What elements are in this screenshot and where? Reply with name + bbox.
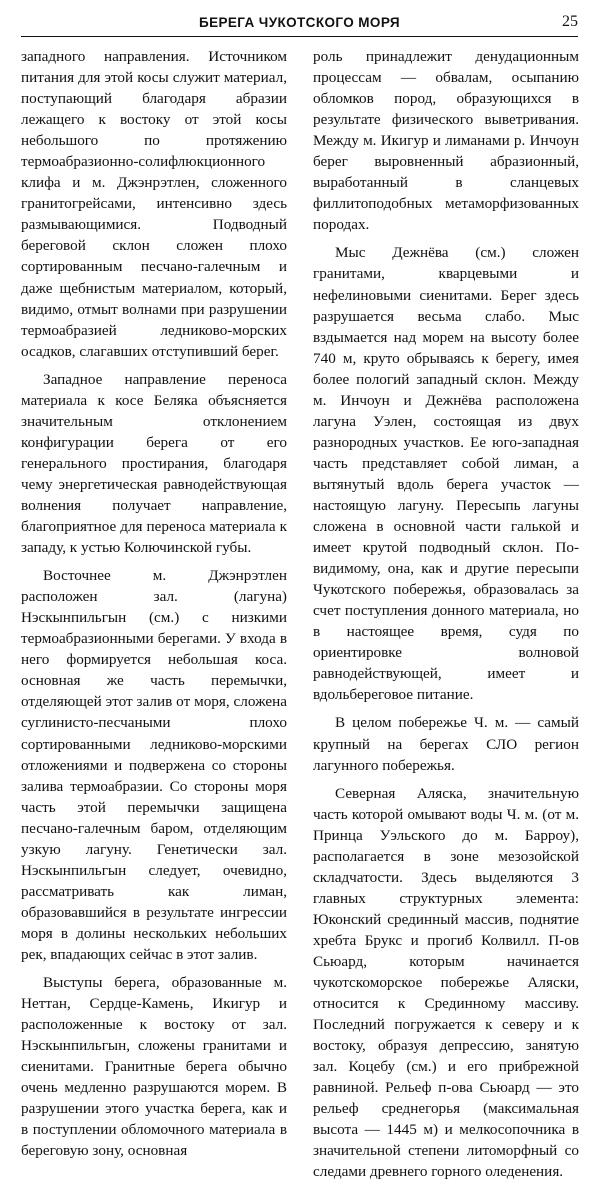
- left-column: [21, 46, 287, 1161]
- page-number: 25: [562, 13, 578, 30]
- paragraph: Выступы берега, образованные м. Неттан, Сердце-Камень, Икигур и расположенные к востоку от зал. Нэскынпильгын, сложены гранитами и сиенитами. Гранитные берега обычно очень медленно разрушаются морем. В разрушении этого участка берега, как и в поступлении обломочного материала в береговую зону, основная: [21, 974, 287, 1160]
- paragraph: В целом побережье Ч. м. — самый крупный на берегах СЛО регион лагунного побережья.: [313, 714, 579, 774]
- right-column: [313, 46, 579, 1182]
- paragraph: Северная Аляска, значительную часть которой омывают воды Ч. м. (от м. Принца Уэльского до м. Барроу), располагается в зоне мезозойской складчатости. Здесь выделяются 3 главных структурных элемента: Юконский срединный массив, поднятие хребта Брукс и прогиб Колвилл. П-ов Сьюард, которым начинается чукотскоморское побережье Аляски, относится к Срединному массиву. Последний погружается к северу и к востоку, образуя депрессию, занятую зал. Коцебу (см.) и его прибрежной равниной. Рельеф п-ова Сьюард — это рельеф среднегорья (максимальная высота — 1445 м) и мелкосопочника в значительной степени литоморфный со следами древнего горного оледенения.: [313, 784, 579, 1181]
- paragraph: Мыс Дежнёва (см.) сложен гранитами, кварцевыми и нефелиновыми сиенитами. Берег здесь разрушается весьма слабо. Мыс вздымается над морем на высоту более 740 м, круто обрываясь к берегу, имея более пологий западный склон. Между м. Инчоун и Дежнёва расположена лагуна Уэлен, состоящая из двух разнородных участков. Ее юго-западная часть представляет собой лиман, а вытянутый вдоль берега участок — настоящую лагуну. Пересыпь лагуны сложена в основной части галькой и имеет крутой подводный склон. По-видимому, она, как и другие пересыпи Чукотского побережья, образовалась за счет поступления донного материала, но в настоящее время, судя по ориентировке волновой равнодействующей, имеет и вдольбереговое питание.: [313, 244, 579, 704]
- paragraph: Восточнее м. Джэнрэтлен расположен зал. (лагуна) Нэскынпильгын (см.) с низкими термоабразионными берегами. У входа в него формируется небольшая коса. основная же часть перемычки, отделяющей этот залив от моря, сложена суглинисто-песчаными плохо сортированными ледниково-морскими отложениями и подвержена со стороны залива термоабразии. Со стороны моря часть этой перемычки защищена песчано-галечным баром, отделяющим узкую лагуну. Генетически зал. Нэскынпильгын следует, очевидно, рассматривать как лиман, образовавшийся в результате ингрессии моря в долины нескольких небольших рек, впадающих сейчас в этот залив.: [21, 567, 287, 963]
- paragraph: роль принадлежит денудационным процессам — обвалам, осыпанию обломков пород, образующихся в результате физического выветривания. Между м. Икигур и лиманами р. Инчоун берег выровненный абразионный, выработанный в сланцевых филлитоподобных метаморфизованных породах.: [313, 48, 579, 234]
- running-header: [21, 13, 578, 35]
- running-title: БЕРЕГА ЧУКОТСКОГО МОРЯ: [198, 15, 401, 30]
- header-rule: [21, 36, 578, 37]
- paragraph: Западное направление переноса материала к косе Беляка объясняется значительным отклонением конфигурации берега от его генерального простирания, благодаря чему энергетическая равнодействующая волнения получает направление, благоприятное для переноса материала к западу, к устью Колючинской губы.: [21, 370, 287, 557]
- paragraph: западного направления. Источником питания для этой косы служит материал, поступающий благодаря абразии лежащего к востоку от этой косы небольшого по протяжению термоабразионно-солифлюкционного клифа и м. Джэнрэтлен, сложенного гранитогрейсами, интенсивно здесь размывающимися. Подводный береговой склон сложен плохо сортированным песчано-галечным и даже щебнистым материалом, который, видимо, отмыт волнами при разрушении термоабразией ледниково-морских осадков, слагавших отступивший берег.: [21, 48, 287, 360]
